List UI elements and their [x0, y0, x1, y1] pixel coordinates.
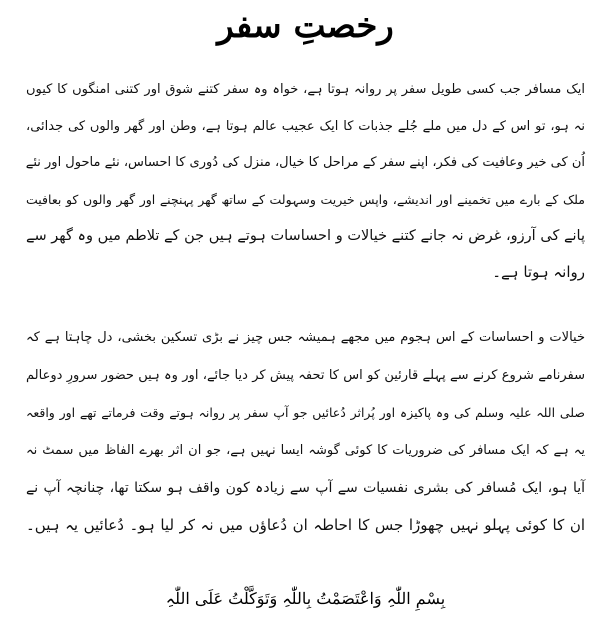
paragraph-1-line: روانہ ہوتا ہے۔	[492, 263, 585, 281]
paragraph-2-line: ان کا کوئی پہلو نہیں چھوڑا جس کا احاطہ ان دُعاؤں میں نہ کر لیا ہو۔ دُعائیں یہ ہیں۔	[26, 516, 585, 534]
paragraph-2-line: آیا ہو، ایک مُسافر کی بشری نفسیات سے آپ سے زیادہ کون واقف ہو سکتا تھا، چنانچہ آپ نے	[26, 480, 585, 496]
paragraph-2-line: سفرنامے شروع کرنے سے پہلے قارئین کو اس کا تحفہ پیش کر دیا جائے، اور وہ ہیں حضور سرورِ دوعالم	[26, 368, 585, 383]
paragraph-1-line: ملک کے بارے میں تخمینے اور اندیشے، واپس خیریت وسہولت کے ساتھ گھر پہنچنے اور گھر والوں کو بعافیت	[26, 192, 585, 207]
paragraph-2-line: یہ ہے کہ ایک مسافر کی ضروریات کا کوئی گوشہ ایسا نہیں ہے، جو ان اثر بھرے الفاظ میں سمٹ نہ	[26, 443, 585, 458]
paragraph-1-line: پانے کی آرزو، غرض نہ جانے کتنے خیالات و احساسات ہوتے ہیں جن کے تلاطم میں وہ گھر سے	[26, 228, 585, 244]
paragraph-2-line: خیالات و احساسات کے اس ہجوم میں مجھے ہمیشہ جس چیز نے بڑی تسکین بخشی، دل چاہتا ہے کہ	[26, 330, 585, 345]
paragraph-1-line: نہ ہو، تو اس کے دل میں ملے جُلے جذبات کا ایک عجیب عالم ہوتا ہے، وطن اور گھر والوں کی جدائی،	[26, 119, 585, 134]
paragraph-2-line: صلی اللہ علیہ وسلم کی وہ پاکیزہ اور پُراثر دُعائیں جو آپ سفر پر روانہ ہوتے وقت فرماتے تھے اور واقعہ	[26, 405, 585, 420]
paragraph-1-line: ایک مسافر جب کسی طویل سفر پر روانہ ہوتا ہے، خواہ وہ سفر کتنے شوق اور کتنی امنگوں کا کیوں	[26, 82, 585, 97]
paragraph-1-line: اُن کی خیر وعافیت کی فکر، اپنے سفر کے مراحل کا خیال، منزل کی دُوری کا احساس، نئے ماحول اور نئے	[25, 155, 585, 170]
page-title: رخصتِ سفر	[217, 6, 394, 46]
closing-prayer: بِسْمِ اللّٰہِ وَاعْتَصَمْتُ بِاللّٰہِ وَتَوَکَّلْتُ عَلَی اللّٰہِ	[165, 589, 446, 608]
